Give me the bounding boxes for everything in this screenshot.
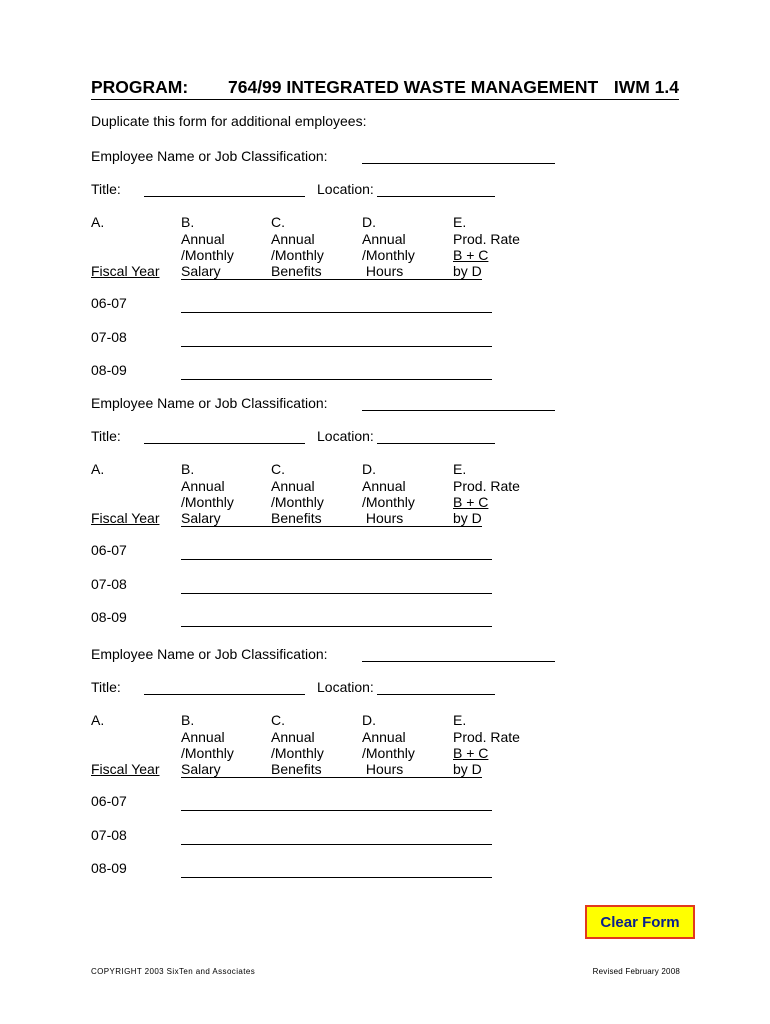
clear-form-button[interactable]: Clear Form xyxy=(585,905,695,939)
location-underline xyxy=(377,196,495,197)
col-e-line2: B + C xyxy=(453,247,489,263)
intro-text: Duplicate this form for additional employees: xyxy=(91,113,367,129)
title-underline xyxy=(144,196,305,197)
title-label: Title: xyxy=(91,679,121,695)
employee-section-2 xyxy=(0,395,770,635)
column-header-rule xyxy=(181,279,482,280)
employee-name-label: Employee Name or Job Classification: xyxy=(91,646,328,662)
col-a-fiscal-year: Fiscal Year xyxy=(91,510,160,526)
title-underline xyxy=(144,694,305,695)
col-e-line1: Prod. Rate xyxy=(453,478,520,494)
col-c-letter: C. xyxy=(271,461,285,477)
col-b-letter: B. xyxy=(181,712,195,728)
location-underline xyxy=(377,443,495,444)
col-a-fiscal-year: Fiscal Year xyxy=(91,761,160,777)
col-b-line2: /Monthly xyxy=(181,745,234,761)
title-field[interactable] xyxy=(144,179,305,195)
col-c-benefits: Benefits xyxy=(271,761,322,777)
col-b-line1: Annual xyxy=(181,231,225,247)
title-field[interactable] xyxy=(144,677,305,693)
col-b-line2: /Monthly xyxy=(181,247,234,263)
fiscal-year-label: 07-08 xyxy=(91,576,127,592)
fiscal-year-row-field[interactable] xyxy=(181,793,492,809)
col-d-hours: Hours xyxy=(362,263,404,279)
location-label: Location: xyxy=(317,679,374,695)
employee-name-underline xyxy=(362,410,555,411)
fiscal-year-row-field[interactable] xyxy=(181,860,492,876)
program-label: PROGRAM: xyxy=(91,77,189,97)
employee-name-underline xyxy=(362,661,555,662)
location-field[interactable] xyxy=(377,677,495,693)
col-a-letter: A. xyxy=(91,214,105,230)
col-b-salary: Salary xyxy=(181,510,221,526)
col-c-letter: C. xyxy=(271,214,285,230)
col-d-letter: D. xyxy=(362,712,376,728)
col-e-letter: E. xyxy=(453,214,467,230)
fiscal-year-row-field[interactable] xyxy=(181,362,492,378)
column-header-rule xyxy=(181,777,482,778)
row-underline xyxy=(181,312,492,313)
col-b-line1: Annual xyxy=(181,478,225,494)
fiscal-year-label: 08-09 xyxy=(91,609,127,625)
fiscal-year-row-field[interactable] xyxy=(181,542,492,558)
fiscal-year-label: 07-08 xyxy=(91,329,127,345)
location-label: Location: xyxy=(317,181,374,197)
col-c-line1: Annual xyxy=(271,729,315,745)
col-d-hours: Hours xyxy=(362,510,404,526)
col-e-by-d: by D xyxy=(453,761,482,777)
fiscal-year-label: 08-09 xyxy=(91,362,127,378)
title-label: Title: xyxy=(91,181,121,197)
row-underline xyxy=(181,626,492,627)
col-d-letter: D. xyxy=(362,214,376,230)
col-e-line2: B + C xyxy=(453,745,489,761)
location-underline xyxy=(377,694,495,695)
col-a-letter: A. xyxy=(91,712,105,728)
title-label: Title: xyxy=(91,428,121,444)
col-e-line2: B + C xyxy=(453,494,489,510)
col-b-line1: Annual xyxy=(181,729,225,745)
col-c-letter: C. xyxy=(271,712,285,728)
col-c-benefits: Benefits xyxy=(271,510,322,526)
col-d-line1: Annual xyxy=(362,729,406,745)
col-d-line2: /Monthly xyxy=(362,494,415,510)
col-d-letter: D. xyxy=(362,461,376,477)
location-field[interactable] xyxy=(377,426,495,442)
col-b-letter: B. xyxy=(181,461,195,477)
col-e-by-d: by D xyxy=(453,510,482,526)
col-c-line2: /Monthly xyxy=(271,494,324,510)
fiscal-year-row-field[interactable] xyxy=(181,295,492,311)
col-e-letter: E. xyxy=(453,712,467,728)
page-header xyxy=(91,75,679,100)
title-field[interactable] xyxy=(144,426,305,442)
col-d-line2: /Monthly xyxy=(362,745,415,761)
column-header-rule xyxy=(181,526,482,527)
revised-date-text: Revised February 2008 xyxy=(592,967,680,976)
row-underline xyxy=(181,346,492,347)
col-c-line1: Annual xyxy=(271,231,315,247)
fiscal-year-label: 07-08 xyxy=(91,827,127,843)
col-a-letter: A. xyxy=(91,461,105,477)
fiscal-year-row-field[interactable] xyxy=(181,329,492,345)
fiscal-year-row-field[interactable] xyxy=(181,576,492,592)
col-e-line1: Prod. Rate xyxy=(453,729,520,745)
col-e-letter: E. xyxy=(453,461,467,477)
employee-name-underline xyxy=(362,163,555,164)
fiscal-year-label: 08-09 xyxy=(91,860,127,876)
col-d-hours: Hours xyxy=(362,761,404,777)
title-underline xyxy=(144,443,305,444)
col-e-by-d: by D xyxy=(453,263,482,279)
col-c-line2: /Monthly xyxy=(271,745,324,761)
program-code: 764/99 INTEGRATED WASTE MANAGEMENT xyxy=(228,77,599,97)
fiscal-year-row-field[interactable] xyxy=(181,827,492,843)
fiscal-year-label: 06-07 xyxy=(91,295,127,311)
col-c-line2: /Monthly xyxy=(271,247,324,263)
row-underline xyxy=(181,593,492,594)
fiscal-year-label: 06-07 xyxy=(91,542,127,558)
col-c-benefits: Benefits xyxy=(271,263,322,279)
col-e-line1: Prod. Rate xyxy=(453,231,520,247)
location-field[interactable] xyxy=(377,179,495,195)
row-underline xyxy=(181,844,492,845)
col-b-line2: /Monthly xyxy=(181,494,234,510)
fiscal-year-row-field[interactable] xyxy=(181,609,492,625)
col-a-fiscal-year: Fiscal Year xyxy=(91,263,160,279)
copyright-text: COPYRIGHT 2003 SixTen and Associates xyxy=(91,967,256,976)
employee-section-1 xyxy=(0,148,770,388)
col-d-line1: Annual xyxy=(362,478,406,494)
employee-name-label: Employee Name or Job Classification: xyxy=(91,148,328,164)
employee-name-field[interactable] xyxy=(362,644,555,660)
col-b-letter: B. xyxy=(181,214,195,230)
col-d-line2: /Monthly xyxy=(362,247,415,263)
col-b-salary: Salary xyxy=(181,761,221,777)
col-c-line1: Annual xyxy=(271,478,315,494)
row-underline xyxy=(181,810,492,811)
fiscal-year-label: 06-07 xyxy=(91,793,127,809)
employee-name-label: Employee Name or Job Classification: xyxy=(91,395,328,411)
col-d-line1: Annual xyxy=(362,231,406,247)
form-id: IWM 1.4 xyxy=(613,77,679,97)
employee-name-field[interactable] xyxy=(362,146,555,162)
col-b-salary: Salary xyxy=(181,263,221,279)
location-label: Location: xyxy=(317,428,374,444)
row-underline xyxy=(181,379,492,380)
row-underline xyxy=(181,877,492,878)
employee-section-3 xyxy=(0,646,770,886)
employee-name-field[interactable] xyxy=(362,393,555,409)
row-underline xyxy=(181,559,492,560)
